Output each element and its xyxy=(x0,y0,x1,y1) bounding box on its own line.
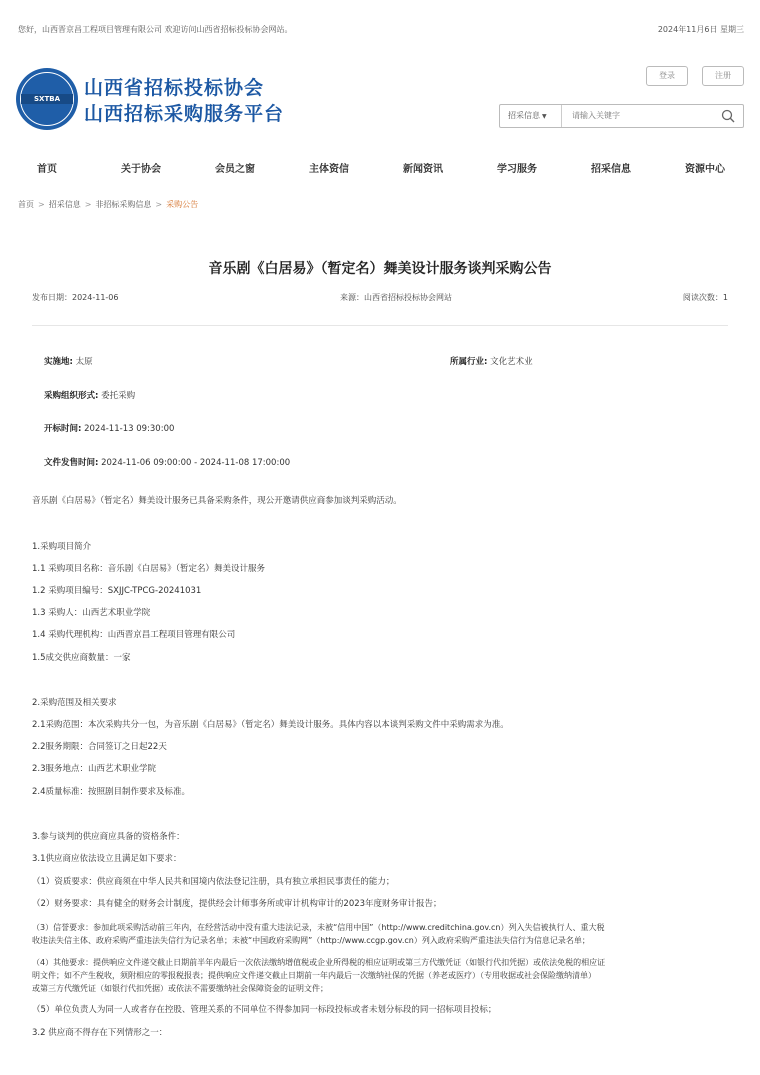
list-item: （5）单位负责人为同一人或者存在控股、管理关系的不同单位不得参加同一标段投标或者未划分标段的同一招标项目投标； xyxy=(32,1005,497,1015)
field-open-time xyxy=(44,422,174,434)
list-item: （3）信誉要求：参加此项采购活动前三年内，在经营活动中没有重大违法记录，未被“信用中国”（http://www.creditchina.gov.cn）列入失信被执行人、重大税 xyxy=(32,923,605,932)
logo-abbr: SXTBA xyxy=(21,94,73,104)
list-item: （4）其他要求：提供响应文件递交截止日期前半年内最后一次依法缴纳增值税或企业所得税的相应证明或第三方代缴凭证（如银行代扣凭据）或依法免税的相应证 xyxy=(32,958,606,967)
list-item: （1）资质要求：供应商须在中华人民共和国境内依法登记注册，具有独立承担民事责任的能力； xyxy=(32,877,395,887)
field-location xyxy=(44,355,93,367)
nav-item-procurement[interactable]: 招采信息 xyxy=(591,164,631,175)
field-doc-time xyxy=(44,456,290,468)
list-item: 2.3服务地点：山西艺术职业学院 xyxy=(32,764,157,774)
field-label: 开标时间: xyxy=(44,424,82,434)
list-item: 3.1供应商应依法设立且满足如下要求： xyxy=(32,854,182,864)
search-bar xyxy=(499,104,744,128)
field-label: 文件发售时间: xyxy=(44,458,99,468)
association-logo-icon[interactable] xyxy=(16,68,78,130)
list-item: 2.4质量标准：按照剧目制作要求及标准。 xyxy=(32,787,191,797)
field-value: 委托采购 xyxy=(101,391,136,401)
main-nav xyxy=(0,160,760,182)
list-item: 1.1 采购项目名称：音乐剧《白居易》（暂定名）舞美设计服务 xyxy=(32,564,265,574)
view-count: 阅读次数：1 xyxy=(682,293,728,302)
breadcrumb-non-tender[interactable]: 非招标采购信息 xyxy=(95,200,152,209)
list-item: 明文件；如不产生税收，须附相应的零报税报表；提供响应文件递交截止日期前一年内最后一次缴纳社保的凭据（养老或医疗）（专用收据或社会保险缴纳清单） xyxy=(32,971,596,980)
page-title: 音乐剧《白居易》（暂定名）舞美设计服务谈判采购公告 xyxy=(208,261,552,277)
brand-subtitle[interactable]: 山西招标采购服务平台 xyxy=(84,103,285,125)
login-button[interactable]: 登录 xyxy=(646,66,688,86)
chevron-right-icon: > xyxy=(155,200,163,209)
top-bar xyxy=(0,0,760,40)
field-industry xyxy=(450,355,533,367)
field-label: 实施地: xyxy=(44,357,73,367)
nav-item-learning[interactable]: 学习服务 xyxy=(497,164,537,175)
breadcrumb-home[interactable]: 首页 xyxy=(18,200,34,209)
nav-item-members[interactable]: 会员之窗 xyxy=(215,164,255,175)
list-item: 1.3 采购人：山西艺术职业学院 xyxy=(32,608,151,618)
search-icon[interactable] xyxy=(721,109,735,123)
field-value: 2024-11-06 09:00:00 - 2024-11-08 17:00:00 xyxy=(101,458,291,468)
list-item: 1.5成交供应商数量：一家 xyxy=(32,653,131,663)
welcome-text: 您好，山西晋京昌工程项目管理有限公司 欢迎访问山西省招标投标协会网站。 xyxy=(18,25,293,34)
nav-item-resources[interactable]: 资源中心 xyxy=(685,164,725,175)
breadcrumb xyxy=(18,199,198,210)
intro-paragraph: 音乐剧《白居易》（暂定名）舞美设计服务已具备采购条件，现公开邀请供应商参加谈判采购活动。 xyxy=(32,496,402,506)
register-button[interactable]: 注册 xyxy=(702,66,744,86)
article-source: 来源：山西省招标投标协会网站 xyxy=(340,293,452,302)
list-item: 3.2 供应商不得存在下列情形之一： xyxy=(32,1028,168,1038)
divider xyxy=(32,325,728,326)
list-item: 或第三方代缴凭证（如银行代扣凭据）或依法不需要缴纳社会保障资金的证明文件； xyxy=(32,984,328,993)
list-item: 1.4 采购代理机构：山西晋京昌工程项目管理有限公司 xyxy=(32,630,236,640)
breadcrumb-procurement[interactable]: 招采信息 xyxy=(48,200,81,209)
search-input[interactable] xyxy=(572,105,712,127)
list-item: 1.2 采购项目编号：SXJJC-TPCG-20241031 xyxy=(32,586,202,596)
search-category-select[interactable] xyxy=(500,105,562,127)
list-item: 2.2服务期限：合同签订之日起22天 xyxy=(32,742,167,752)
chevron-right-icon: > xyxy=(38,200,45,209)
section-heading: 3.参与谈判的供应商应具备的资格条件： xyxy=(32,832,185,842)
nav-item-news[interactable]: 新闻资讯 xyxy=(403,164,443,175)
field-label: 采购组织形式: xyxy=(44,391,99,401)
list-item: 收违法失信主体、政府采购严重违法失信行为记录名单；未被“中国政府采购网”（http://www.ccgp.gov.cn）列入政府采购严重违法失信行为信息记录名单； xyxy=(32,936,590,945)
field-value: 文化艺术业 xyxy=(490,357,533,367)
nav-item-credit[interactable]: 主体资信 xyxy=(309,164,349,175)
chevron-down-icon: ▼ xyxy=(542,113,547,120)
nav-item-about[interactable]: 关于协会 xyxy=(121,164,161,175)
breadcrumb-current: 采购公告 xyxy=(166,200,199,209)
field-label: 所属行业: xyxy=(450,357,488,367)
field-org xyxy=(44,389,135,401)
chevron-right-icon: > xyxy=(84,200,92,209)
publish-date: 发布日期：2024-11-06 xyxy=(32,293,119,302)
section-heading: 1.采购项目简介 xyxy=(32,542,92,552)
search-category-label: 招采信息 xyxy=(508,111,540,120)
field-value: 太原 xyxy=(75,357,93,367)
current-date: 2024年11月6日 星期三 xyxy=(657,25,744,34)
section-heading: 2.采购范围及相关要求 xyxy=(32,698,117,708)
nav-item-home[interactable]: 首页 xyxy=(37,164,57,175)
field-value: 2024-11-13 09:30:00 xyxy=(84,424,175,434)
brand-title[interactable]: 山西省招标投标协会 xyxy=(84,77,265,99)
list-item: （2）财务要求：具有健全的财务会计制度，提供经会计师事务所或审计机构审计的2023年度财务审计报告； xyxy=(32,899,442,909)
list-item: 2.1采购范围：本次采购共分一包，为音乐剧《白居易》（暂定名）舞美设计服务。具体内容以本谈判采购文件中采购需求为准。 xyxy=(32,720,509,730)
